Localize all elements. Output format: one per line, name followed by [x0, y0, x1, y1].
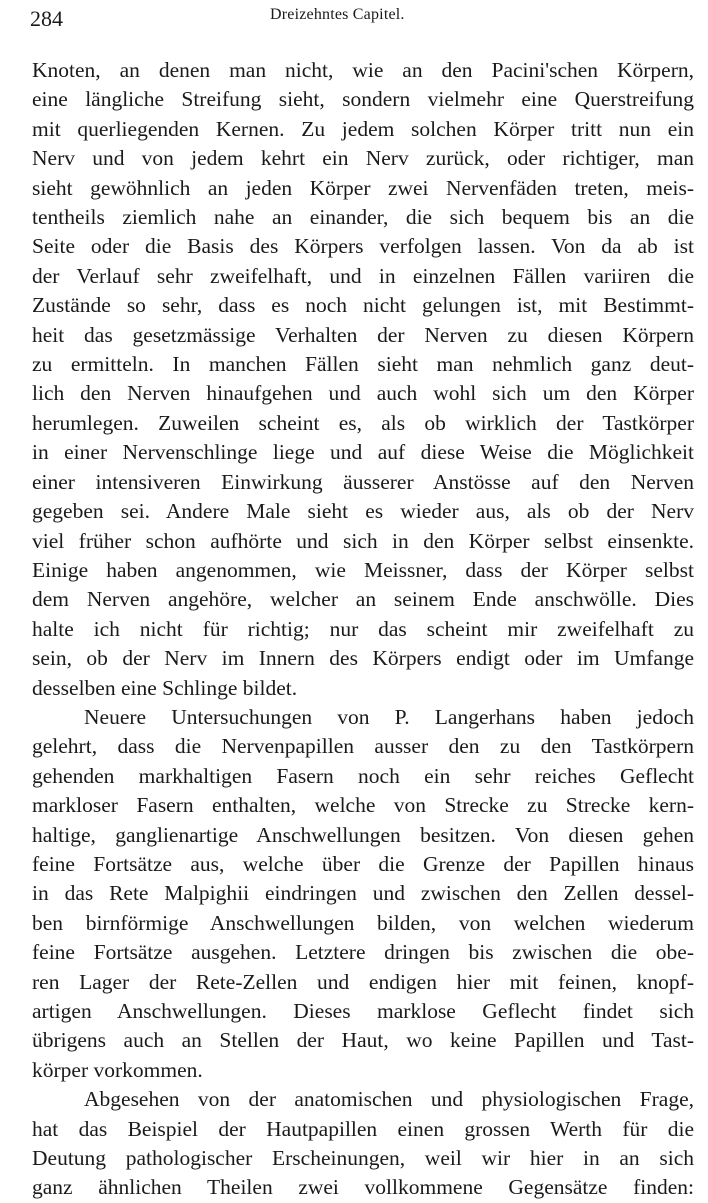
text-line: zu ermitteln. In manchen Fällen sieht man nehmlich ganz deut-: [32, 352, 694, 377]
text-line: sein, ob der Nerv im Innern des Körpers endigt oder im Umfange: [32, 646, 694, 671]
running-title: Dreizehntes Capitel.: [270, 6, 405, 23]
paragraph-2: [32, 703, 694, 1085]
text-line: eine längliche Streifung sieht, sondern vielmehr eine Querstreifung: [32, 87, 694, 112]
body-text: [32, 56, 694, 1203]
text-line: in das Rete Malpighii eindringen und zwischen den Zellen dessel-: [32, 881, 694, 906]
paragraph-3: [32, 1085, 694, 1203]
text-line: markloser Fasern enthalten, welche von Strecke zu Strecke kern-: [32, 793, 694, 818]
text-line: Neuere Untersuchungen von P. Langerhans haben jedoch: [84, 704, 694, 729]
text-line: gelehrt, dass die Nervenpapillen ausser den zu den Tastkörpern: [32, 734, 694, 759]
text-line: Knoten, an denen man nicht, wie an den Pacini'schen Körpern,: [32, 58, 694, 82]
text-line: haltige, ganglienartige Anschwellungen besitzen. Von diesen gehen: [32, 822, 694, 847]
text-line: sieht gewöhnlich an jeden Körper zwei Nervenfäden treten, meis-: [32, 175, 694, 200]
text-line: ganz ähnlichen Theilen zwei vollkommene Gegensätze finden:: [32, 1175, 694, 1200]
text-line: Seite oder die Basis des Körpers verfolgen lassen. Von da ab ist: [32, 234, 694, 259]
text-line: Einige haben angenommen, wie Meissner, dass der Körper selbst: [32, 557, 694, 582]
text-line: desselben eine Schlinge bildet.: [32, 675, 298, 700]
text-line: gehenden markhaltigen Fasern noch ein sehr reiches Geflecht: [32, 763, 694, 788]
text-line: Abgesehen von der anatomischen und physiologischen Frage,: [84, 1087, 694, 1112]
text-line: heit das gesetzmässige Verhalten der Nerven zu diesen Körpern: [32, 322, 694, 347]
text-line: Nerv und von jedem kehrt ein Nerv zurück, oder richtiger, man: [32, 146, 694, 171]
text-line: gegeben sei. Andere Male sieht es wieder aus, als ob der Nerv: [32, 499, 694, 524]
text-line: tentheils ziemlich nahe an einander, die sich bequem bis an die: [32, 205, 694, 230]
text-line: ren Lager der Rete-Zellen und endigen hier mit feinen, knopf-: [32, 969, 694, 994]
text-line: feine Fortsätze aus, welche über die Grenze der Papillen hinaus: [32, 851, 694, 876]
text-line: der Verlauf sehr zweifelhaft, und in einzelnen Fällen variiren die: [32, 263, 694, 288]
text-line: körper vorkommen.: [32, 1057, 203, 1082]
text-line: artigen Anschwellungen. Dieses marklose Geflecht findet sich: [32, 999, 694, 1023]
text-line: übrigens auch an Stellen der Haut, wo keine Papillen und Tast-: [32, 1028, 694, 1053]
text-line: hat das Beispiel der Hautpapillen einen grossen Werth für die: [32, 1116, 694, 1141]
text-line: lich den Nerven hinaufgehen und auch wohl sich um den Körper: [32, 381, 694, 406]
text-line: Deutung pathologischer Erscheinungen, weil wir hier in an sich: [32, 1146, 694, 1171]
text-line: herumlegen. Zuweilen scheint es, als ob wirklich der Tastkörper: [32, 410, 694, 435]
text-line: einer intensiveren Einwirkung äusserer Anstösse auf den Nerven: [32, 469, 694, 494]
text-line: dem Nerven angehöre, welcher an seinem Ende anschwölle. Dies: [32, 587, 694, 612]
text-line: halte ich nicht für richtig; nur das scheint mir zweifelhaft zu: [32, 616, 694, 641]
text-line: viel früher schon aufhörte und sich in den Körper selbst einsenkte.: [32, 528, 694, 553]
text-line: ben birnförmige Anschwellungen bilden, von welchen wiederum: [32, 910, 694, 935]
text-line: Zustände so sehr, dass es noch nicht gelungen ist, mit Bestimmt-: [32, 293, 694, 318]
page-number: 284: [30, 6, 63, 31]
text-line: feine Fortsätze ausgehen. Letztere dringen bis zwischen die obe-: [32, 940, 694, 965]
text-line: in einer Nervenschlinge liege und auf diese Weise die Möglichkeit: [32, 440, 694, 465]
paragraph-1: [32, 56, 694, 703]
text-line: mit querliegenden Kernen. Zu jedem solchen Körper tritt nun ein: [32, 116, 694, 141]
